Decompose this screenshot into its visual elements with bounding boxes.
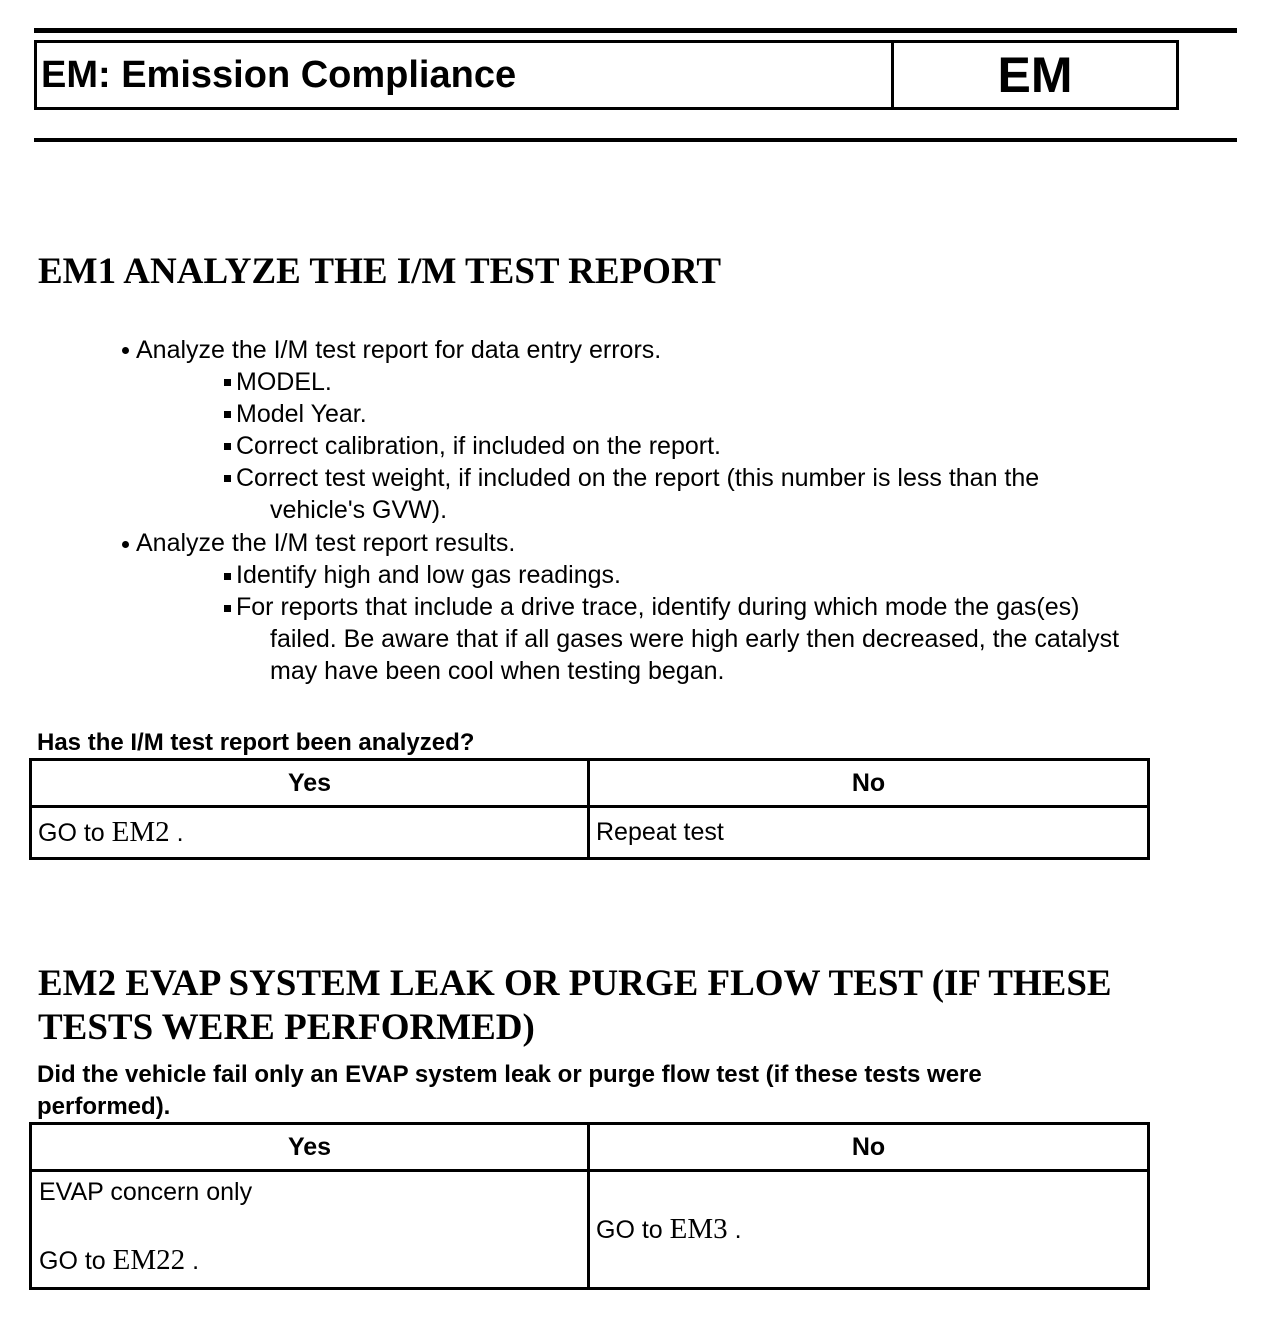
em1-title: EM1 ANALYZE THE I/M TEST REPORT — [38, 251, 722, 292]
em2-link[interactable]: EM2 — [111, 816, 170, 848]
em1-sub-gas-readings: Identify high and low gas readings. — [236, 561, 621, 589]
em3-link[interactable]: EM3 — [669, 1213, 728, 1245]
em1-bullet-2: Analyze the I/M test report results. — [136, 529, 516, 557]
go-to-text: GO to — [39, 1247, 113, 1275]
em2-answer-table — [29, 1122, 1150, 1290]
bullet-square — [224, 573, 231, 580]
em1-bullet-1: Analyze the I/M test report for data entry errors. — [136, 336, 662, 364]
yes-header: Yes — [31, 760, 589, 807]
em1-sub-test-weight-cont: vehicle's GVW). — [270, 496, 448, 524]
em1-sub-drive-trace-cont1: failed. Be aware that if all gases were high early then decreased, the catalyst — [270, 625, 1120, 653]
go-to-text: GO to — [38, 819, 112, 847]
em2-question-line2: performed). — [37, 1093, 171, 1120]
no-header: No — [589, 760, 1149, 807]
em22-link[interactable]: EM22 — [112, 1244, 186, 1276]
go-to-suffix: . — [185, 1247, 200, 1275]
page-title: EM: Emission Compliance — [37, 43, 894, 107]
em1-yes-cell — [31, 807, 589, 859]
bullet-square — [224, 379, 231, 386]
em1-sub-drive-trace-cont2: may have been cool when testing began. — [270, 657, 725, 685]
em1-no-cell: Repeat test — [589, 807, 1149, 859]
top-rule — [34, 28, 1237, 33]
em1-sub-calibration: Correct calibration, if included on the report. — [236, 432, 721, 460]
bullet-dot — [122, 541, 129, 548]
section-code: EM — [997, 47, 1073, 103]
em2-title-line2: TESTS WERE PERFORMED) — [38, 1007, 535, 1048]
go-to-suffix: . — [169, 819, 184, 847]
go-to-text: GO to — [596, 1216, 670, 1244]
em1-sub-drive-trace: For reports that include a drive trace, identify during which mode the gas(es) — [236, 593, 1080, 621]
header-bottom-rule — [34, 138, 1237, 142]
em1-answer-table — [29, 758, 1150, 860]
em1-sub-test-weight: Correct test weight, if included on the report (this number is less than the — [236, 464, 1040, 492]
em2-yes-cell — [31, 1171, 589, 1289]
em2-question-line1: Did the vehicle fail only an EVAP system leak or purge flow test (if these tests were — [37, 1061, 982, 1088]
header-box — [34, 40, 1179, 110]
em2-yes-goto — [39, 1244, 199, 1277]
go-to-suffix: . — [727, 1216, 742, 1244]
em2-title-line1: EM2 EVAP SYSTEM LEAK OR PURGE FLOW TEST (IF THESE — [38, 963, 1112, 1004]
bullet-square — [224, 443, 231, 450]
em2-yes-text: EVAP concern only — [39, 1178, 253, 1206]
em2-no-cell — [589, 1171, 1149, 1289]
em1-sub-model: MODEL. — [236, 368, 332, 396]
em1-sub-model-year: Model Year. — [236, 400, 367, 428]
bullet-square — [224, 605, 231, 612]
yes-header: Yes — [31, 1124, 589, 1171]
no-header: No — [589, 1124, 1149, 1171]
bullet-square — [224, 475, 231, 482]
bullet-dot — [122, 347, 129, 354]
bullet-square — [224, 411, 231, 418]
em1-question: Has the I/M test report been analyzed? — [37, 729, 475, 756]
